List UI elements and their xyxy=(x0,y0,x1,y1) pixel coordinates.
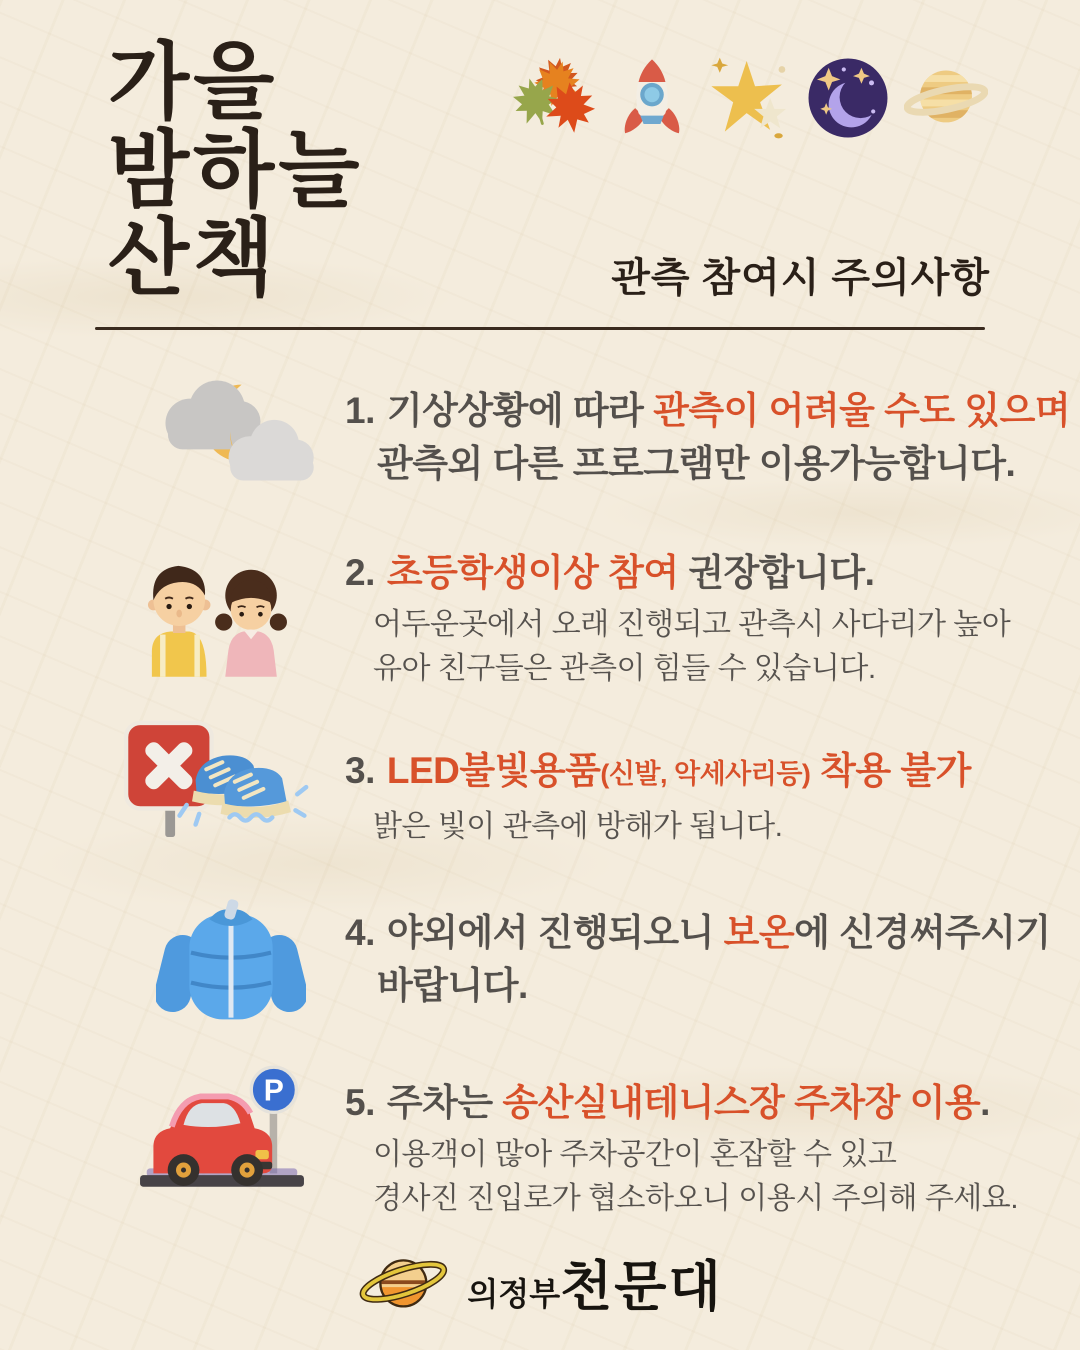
notice-2-text-dark: 권장합니다. xyxy=(678,552,875,593)
no-led-shoes-icon xyxy=(110,714,324,848)
notice-4-number: 4. xyxy=(345,912,375,953)
notice-item-3 xyxy=(345,744,1005,849)
notice-1-heading-line2: 관측외 다른 프로그램만 이용가능합니다. xyxy=(377,443,1016,484)
notice-5-text-accent: 송산실내테니스장 주차장 이용 xyxy=(502,1082,981,1123)
subtitle: 관측 참여시 주의사항 xyxy=(611,255,990,300)
rocket-icon xyxy=(610,52,694,144)
observatory-name xyxy=(467,1244,722,1321)
notice-1-heading xyxy=(345,384,1071,437)
observatory-logo xyxy=(357,1244,722,1321)
notice-2-heading xyxy=(345,546,1005,599)
notice-3-note-1: 밝은 빛이 관측에 방해가 됩니다. xyxy=(373,810,783,843)
notice-4-text-dark2: 에 신경써주시기 xyxy=(794,912,1051,953)
notice-3-text-accent: LED불빛용품 xyxy=(386,750,601,791)
divider-line xyxy=(95,327,985,330)
notice-3-text-accent2: 착용 불가 xyxy=(810,750,971,791)
notice-item-1 xyxy=(345,384,1071,490)
autumn-leaves-icon xyxy=(512,52,596,144)
notice-2-note-1: 어두운곳에서 오래 진행되고 관측시 사다리가 높아 xyxy=(373,608,1011,641)
notice-item-5 xyxy=(345,1076,1019,1221)
page-title xyxy=(108,37,364,306)
notice-4-text-dark: 야외에서 진행되오니 xyxy=(386,912,724,953)
notice-2-text-accent: 초등학생이상 참여 xyxy=(386,552,679,593)
notice-5-number: 5. xyxy=(345,1082,375,1123)
notice-1-text-accent: 관측이 어려울 수도 있으며 xyxy=(653,390,1071,431)
header-icon-row xyxy=(512,52,988,144)
notice-item-4 xyxy=(345,906,1051,1012)
notice-item-2 xyxy=(345,546,1011,691)
title-line-2: 밤하늘 xyxy=(108,125,364,218)
car-parking-icon xyxy=(130,1058,314,1200)
notice-4-text-accent: 보온 xyxy=(723,912,795,953)
moon-and-stars-icon xyxy=(806,52,890,144)
star-icon xyxy=(708,52,792,144)
warm-jacket-icon xyxy=(156,896,306,1029)
two-children-icon xyxy=(130,544,294,677)
notice-4-heading xyxy=(345,906,1051,959)
notice-2-note-2: 유아 친구들은 관측이 힘들 수 있습니다. xyxy=(373,652,876,685)
notice-5-text-dark: 주차는 xyxy=(386,1082,503,1123)
notice-3-number: 3. xyxy=(345,750,375,791)
notice-3-text-accent-small: (신발, 악세사리등) xyxy=(600,759,811,789)
notice-2-number: 2. xyxy=(345,552,375,593)
notice-5-text-dark2: . xyxy=(980,1082,990,1123)
notice-3-heading xyxy=(345,744,1005,801)
notice-1-number: 1. xyxy=(345,390,375,431)
saturn-icon xyxy=(904,52,988,144)
notice-1-text-dark: 기상상황에 따라 xyxy=(386,390,654,431)
notice-5-note-2: 경사진 진입로가 협소하오니 이용시 주의해 주세요. xyxy=(373,1182,1019,1215)
notice-5-note-1: 이용객이 많아 주차공간이 혼잡할 수 있고 xyxy=(373,1138,897,1171)
observatory-name-main: 천문대 xyxy=(560,1257,723,1317)
title-line-1: 가을 xyxy=(108,37,279,130)
saturn-logo-icon xyxy=(357,1245,449,1321)
notice-4-heading-line2: 바랍니다. xyxy=(377,965,528,1006)
moon-behind-clouds-icon xyxy=(145,374,317,497)
notice-5-heading xyxy=(345,1076,1005,1129)
parking-sign-letter: P xyxy=(263,1074,284,1108)
title-line-3: 산책 xyxy=(108,213,279,306)
observatory-name-prefix: 의정부 xyxy=(467,1276,561,1312)
